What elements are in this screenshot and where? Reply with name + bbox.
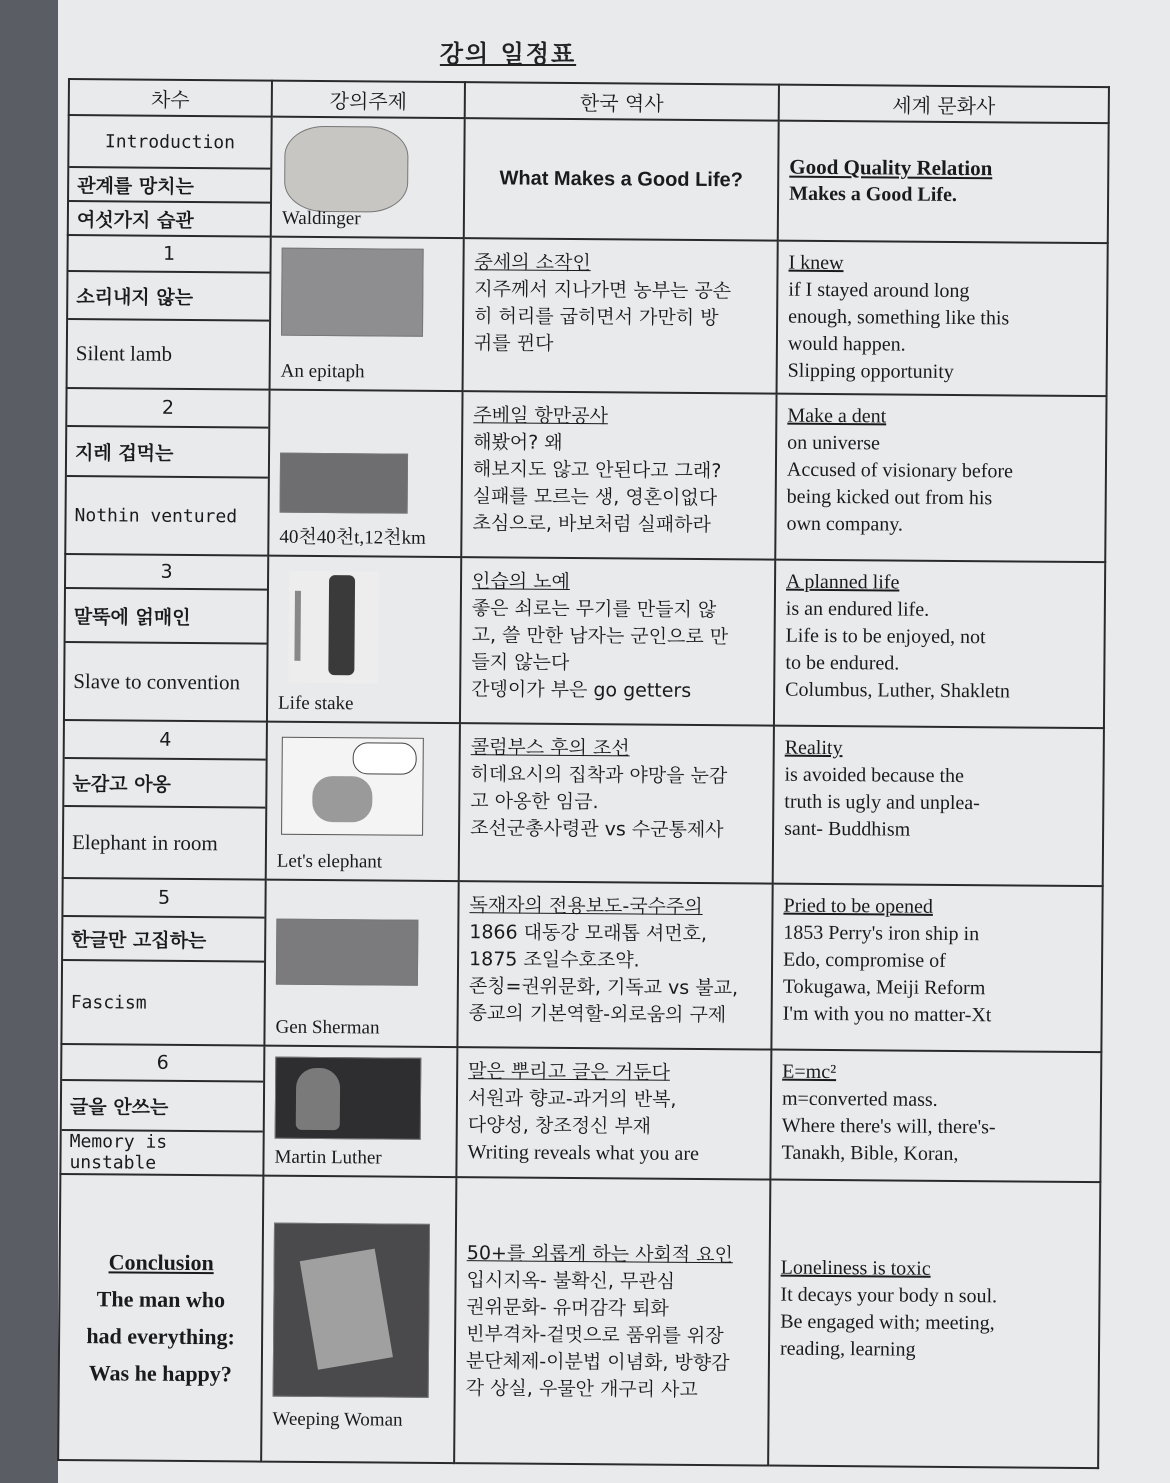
- korea-heading: 콜럼부스 후의 조선: [470, 736, 630, 760]
- session-cell: [64, 554, 268, 722]
- world-line: Tokugawa, Meiji Reform: [782, 975, 986, 1000]
- world-heading: A planned life: [785, 570, 900, 594]
- weeping-woman-image: [273, 1223, 430, 1398]
- world-line: to be endured.: [785, 651, 900, 675]
- header-topic: 강의주제: [272, 81, 465, 119]
- topic-cell: [267, 556, 461, 724]
- header-korea-history: 한국 역사: [465, 82, 779, 120]
- korea-line: 다양성, 창조정신 부재: [467, 1114, 652, 1138]
- korea-line: 서원과 향교-과거의 반복,: [467, 1087, 677, 1111]
- world-line: if I stayed around long: [788, 278, 970, 303]
- topic-caption: Life stake: [278, 692, 354, 715]
- world-heading: E=mc²: [782, 1060, 837, 1084]
- world-heading: Make a dent: [787, 404, 887, 428]
- world-line: truth is ugly and unplea-: [784, 790, 980, 815]
- session-title-ko: 소리내지 않는: [68, 272, 269, 322]
- korea-cell: [454, 1177, 770, 1465]
- session-title-en: Elephant in room: [71, 829, 218, 855]
- korea-text: What Makes a Good Life?: [499, 166, 743, 191]
- world-line: reading, learning: [779, 1337, 916, 1361]
- session-number: 6: [62, 1045, 263, 1083]
- conclusion-heading: Conclusion: [108, 1249, 214, 1276]
- korea-line: 존칭=권위문화, 기독교 vs 불교,: [468, 975, 739, 1000]
- topic-cell: [268, 390, 462, 558]
- world-cell: [771, 884, 1102, 1053]
- table-row: [67, 235, 1108, 396]
- korea-cell: [463, 238, 778, 393]
- topic-cell: [261, 1176, 456, 1464]
- session-cell: [67, 235, 271, 390]
- world-cell: [768, 1180, 1100, 1469]
- topic-cell: [263, 1046, 457, 1178]
- korea-cell: [460, 557, 775, 725]
- topic-caption: Martin Luther: [274, 1146, 382, 1169]
- world-line: sant- Buddhism: [784, 817, 911, 841]
- korea-line: 귀를 뀐다: [473, 332, 554, 355]
- topic-caption: Gen Sherman: [275, 1016, 380, 1039]
- korea-cell: [461, 391, 776, 559]
- korea-line: 1875 조일수호조약.: [469, 948, 640, 972]
- header-world-culture: 세계 문화사: [779, 85, 1109, 124]
- topic-cell: [271, 117, 465, 239]
- world-line: on universe: [787, 431, 881, 455]
- world-line: I'm with you no matter-Xt: [782, 1002, 992, 1027]
- session-cell: [60, 1044, 264, 1176]
- epitaph-image: [281, 248, 424, 337]
- session-cell: [68, 115, 272, 237]
- world-line: It decays your body n soul.: [780, 1283, 998, 1308]
- world-heading: Loneliness is toxic: [780, 1256, 931, 1280]
- korea-line: 지주께서 지나가면 농부는 공손: [474, 278, 732, 303]
- header-session: 차수: [69, 79, 272, 117]
- world-line: m=converted mass.: [781, 1087, 938, 1111]
- topic-caption: 40천40천t,12천km: [279, 526, 426, 549]
- session-number: 3: [66, 555, 267, 591]
- world-line: Accused of visionary before: [786, 458, 1014, 483]
- world-line: would happen.: [787, 332, 906, 356]
- korea-line: 좋은 쇠로는 무기를 만들지 않: [471, 597, 717, 622]
- session-cell: [63, 720, 267, 880]
- topic-caption: Let's elephant: [276, 850, 383, 873]
- world-cell: [778, 121, 1109, 244]
- korea-line: 초심으로, 바보처럼 실패하라: [472, 512, 711, 537]
- session-title-en: Nothin ventured: [74, 504, 238, 527]
- topic-cell: [264, 880, 458, 1048]
- session-cell: [65, 388, 269, 556]
- korea-cell: [459, 723, 774, 883]
- session-title-en: Slave to convention: [73, 668, 241, 694]
- world-heading: Good Quality Relation: [789, 154, 993, 181]
- korea-cell: [456, 1047, 771, 1179]
- port-construction-image: [280, 453, 408, 514]
- table-row: [65, 388, 1106, 562]
- topic-cell: [266, 722, 460, 882]
- korea-line: 들지 않는다: [471, 651, 570, 674]
- world-line: Life is to be enjoyed, not: [785, 624, 986, 649]
- topic-caption: An epitaph: [280, 360, 365, 383]
- world-line: 1853 Perry's iron ship in: [783, 921, 980, 946]
- table-row: [63, 720, 1104, 886]
- session-number: 4: [65, 721, 266, 761]
- world-line: Columbus, Luther, Shakletn: [785, 678, 1011, 703]
- korea-heading: 50+를 외롭게 하는 사회적 요인: [466, 1242, 734, 1267]
- table-row: [58, 1174, 1100, 1468]
- session-title-ko: 한글만 고집하는: [63, 917, 264, 963]
- world-line: Edo, compromise of: [783, 948, 946, 972]
- korea-line: 종교의 기본역할-외로움의 구제: [468, 1002, 727, 1027]
- session-cell: [61, 878, 265, 1046]
- world-heading: Reality: [784, 736, 843, 760]
- monument-image: [276, 919, 419, 986]
- korea-heading: 주베일 항만공사: [473, 404, 608, 428]
- world-cell: [775, 394, 1106, 563]
- korea-line: 빈부격차-겉멋으로 품위를 위장: [466, 1323, 724, 1348]
- calligraphy-image: [288, 571, 379, 684]
- session-cell: [58, 1174, 263, 1462]
- session-number: 1: [68, 236, 269, 274]
- world-cell: [770, 1050, 1101, 1183]
- topic-caption: Waldinger: [281, 207, 361, 230]
- world-cell: [774, 560, 1105, 729]
- korea-line: 분단체제-이분법 이념화, 방향감: [465, 1350, 730, 1375]
- world-line: Be engaged with; meeting,: [780, 1310, 995, 1335]
- korea-line: 간뎅이가 부은 go getters: [471, 678, 692, 702]
- session-title-en: Silent lamb: [75, 341, 173, 366]
- session-title-ko: 글을 안쓰는: [62, 1081, 263, 1133]
- conclusion-line: Was he happy?: [88, 1360, 232, 1387]
- session-title-ko-2: 여섯가지 습관: [76, 208, 194, 232]
- korea-line: 해봤어? 왜: [473, 431, 563, 454]
- world-cell: [773, 726, 1104, 887]
- topic-cell: [270, 237, 464, 392]
- world-line: Tanakh, Bible, Koran,: [781, 1141, 959, 1166]
- session-title-ko: 지레 겁먹는: [67, 427, 268, 479]
- korea-heading: 인습의 노예: [471, 570, 570, 593]
- topic-caption: Weeping Woman: [272, 1408, 403, 1431]
- table-row: [68, 115, 1109, 243]
- session-number: 2: [67, 389, 268, 429]
- table-row: [60, 1044, 1101, 1182]
- page-title: 강의 일정표: [439, 40, 577, 68]
- world-line: enough, something like this: [788, 305, 1010, 330]
- korea-heading: 독재자의 전용보도-국수주의: [469, 894, 703, 919]
- world-cell: [777, 241, 1108, 397]
- korea-line: 고 아옹한 임금.: [470, 790, 599, 814]
- world-line: own company.: [786, 512, 904, 536]
- world-line: Where there's will, there's-: [781, 1114, 996, 1139]
- korea-line: 해보지도 않고 안된다고 그래?: [472, 458, 722, 483]
- table-row: [64, 554, 1105, 728]
- korea-heading: 말은 뿌리고 글은 거둔다: [468, 1060, 670, 1084]
- korea-line: 조선군총사령관 vs 수군통제사: [470, 817, 724, 842]
- conclusion-line: The man who: [96, 1286, 226, 1313]
- world-line: Slipping opportunity: [787, 359, 954, 383]
- korea-line: 권위문화- 유머감각 퇴화: [466, 1296, 669, 1320]
- paper-sheet: [58, 0, 1170, 1483]
- session-title-en: Fascism: [70, 991, 147, 1014]
- world-line: is an endured life.: [785, 597, 930, 621]
- korea-heading: 중세의 소작인: [474, 251, 591, 275]
- korea-line: 히 허리를 굽히면서 가만히 방: [474, 305, 719, 330]
- elephant-cartoon-image: [281, 737, 424, 836]
- table-row: [61, 878, 1102, 1052]
- conclusion-line: had everything:: [86, 1323, 235, 1350]
- schedule-table: [57, 78, 1110, 1469]
- portrait-image: [284, 126, 409, 213]
- korea-line: 고, 쓸 만한 남자는 군인으로 만: [471, 624, 729, 649]
- korea-line: 입시지옥- 불확신, 무관심: [466, 1269, 676, 1293]
- luther-book-image: [275, 1057, 422, 1140]
- world-line: being kicked out from his: [786, 485, 993, 510]
- korea-line: 각 상실, 우물안 개구리 사고: [465, 1377, 698, 1401]
- session-label: Introduction: [69, 116, 270, 170]
- world-line: is avoided because the: [784, 763, 965, 788]
- korea-line: 실패를 모르는 생, 영혼이없다: [472, 485, 718, 510]
- world-line: Makes a Good Life.: [789, 182, 957, 206]
- korea-cell: [457, 881, 772, 1049]
- session-title-en: Memory is unstable: [69, 1131, 168, 1174]
- session-title-ko: 관계를 망치는: [69, 168, 270, 204]
- korea-line: 1866 대동강 모래톱 셔먼호,: [469, 921, 708, 946]
- session-title-ko: 말뚝에 얽매인: [66, 589, 267, 645]
- korea-cell: [464, 118, 779, 240]
- world-heading: Pried to be opened: [783, 894, 934, 918]
- korea-line: 히데요시의 집착과 야망을 눈감: [470, 763, 728, 788]
- korea-line: Writing reveals what you are: [467, 1141, 699, 1165]
- session-number: 5: [63, 879, 264, 919]
- world-heading: I knew: [788, 251, 844, 275]
- session-title-ko: 눈감고 아옹: [64, 759, 265, 809]
